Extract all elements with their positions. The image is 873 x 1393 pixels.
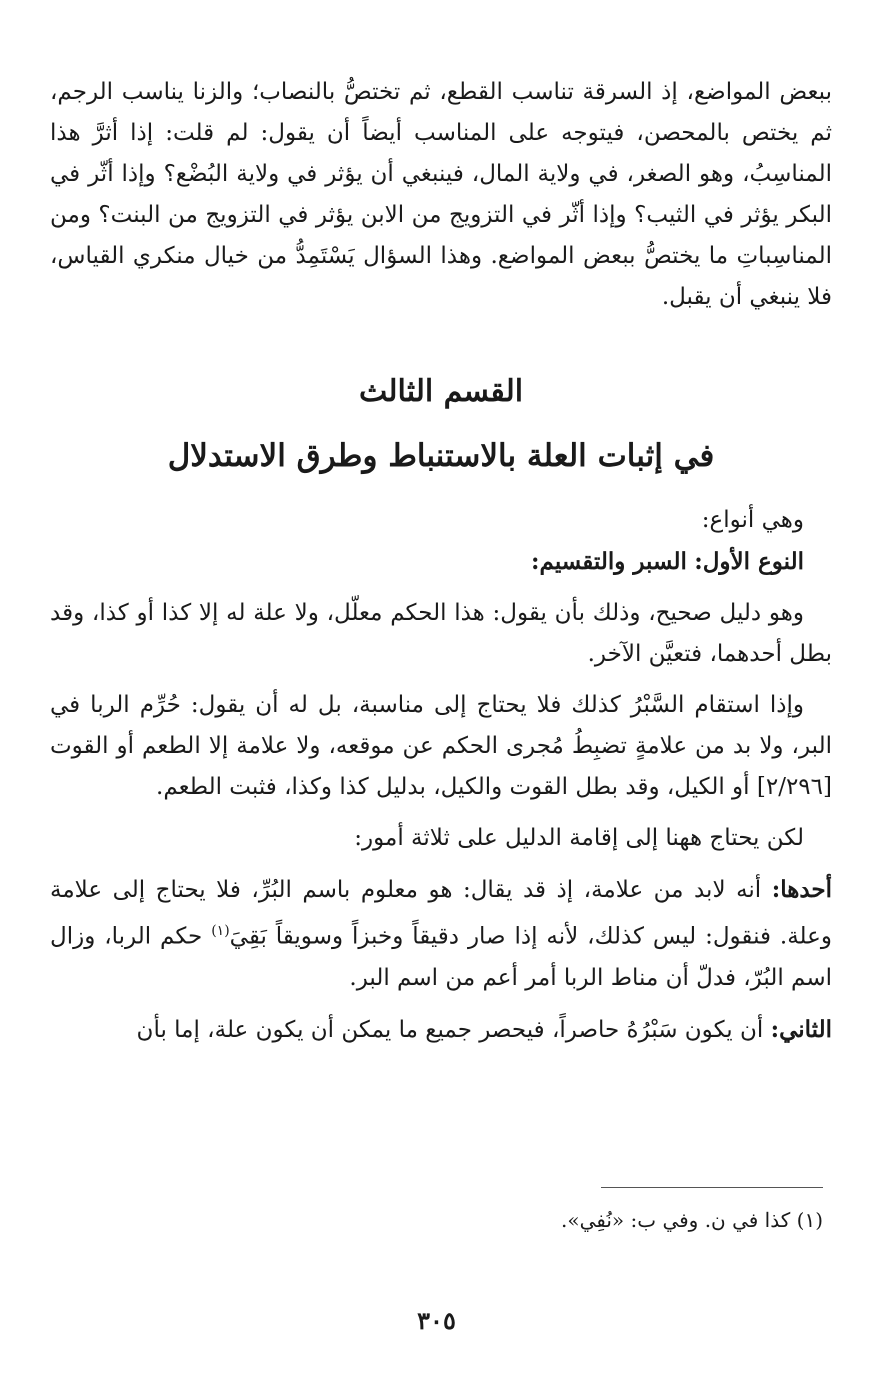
item-two bbox=[50, 1009, 832, 1051]
item-one-text: أنه لابد من علامة، إذ قد يقال: هو معلوم باسم البُرِّ، فلا يحتاج إلى علامة وعلة. فنقول: ليس كذلك، لأنه إذا صار دقيقاً وخبزاً وسويقاً بَقِيَ bbox=[50, 877, 832, 950]
type-one-heading bbox=[50, 541, 832, 583]
item-two-label: الثاني: bbox=[770, 1015, 832, 1043]
footnote-number: (١) bbox=[796, 1208, 823, 1232]
item-two-text: أن يكون سَبْرُهُ حاصراً، فيحصر جميع ما يمكن أن يكون علة، إما بأن bbox=[136, 1016, 764, 1043]
paragraph-continuation: ببعض المواضع، إذ السرقة تناسب القطع، ثم تختصُّ بالنصاب؛ والزنا يناسب الرجم، ثم يختص بالمحصن، فيتوجه على المناسب أيضاً أن يقول: لم قلت: إذا أثرَّ هذا المناسِبُ، وهو الصغر، في ولاية المال، فينبغي أن يؤثر في ولاية البُضْع؟ وإذا أثّر في البكر يؤثر في الثيب؟ وإذا أثّر في التزويج من الابن يؤثر في التزويج من البنت؟ ومن المناسِباتِ ما يختصُّ ببعض المواضع. وهذا السؤال يَسْتَمِدُّ من خيال منكري القياس، فلا ينبغي أن يقبل. bbox=[50, 79, 832, 310]
intro-line: وهي أنواع: bbox=[701, 507, 804, 533]
section-title: القسم الثالث bbox=[358, 374, 524, 409]
footnote bbox=[41, 1206, 823, 1234]
footnote-divider bbox=[601, 1187, 823, 1188]
item-one-text-end: حكم الربا، وزال اسم البُرّ، فدلّ أن مناط الربا أمر أعم من اسم البر. bbox=[50, 923, 832, 991]
paragraph-valid-proof: وهو دليل صحيح، وذلك بأن يقول: هذا الحكم معلّل، ولا علة له إلا كذا أو كذا، وقد بطل أحدهما، فتعيَّن الآخر. bbox=[50, 600, 832, 667]
footnote-reference: (١) bbox=[211, 923, 230, 939]
page-number: ٣٠٥ bbox=[417, 1306, 456, 1335]
item-one bbox=[50, 869, 832, 999]
type-one-title: السبر والتقسيم: bbox=[531, 548, 687, 575]
type-one-label: النوع الأول: bbox=[694, 548, 804, 575]
section-subtitle: في إثبات العلة بالاستنباط وطرق الاستدلال bbox=[167, 438, 715, 474]
page-body bbox=[50, 72, 832, 1051]
item-one-label: أحدها: bbox=[771, 876, 833, 903]
paragraph-sabr: وإذا استقام السَّبْرُ كذلك فلا يحتاج إلى مناسبة، بل له أن يقول: حُرِّم الربا في البر، ولا بد من علامةٍ تضبِطُ مُجرى الحكم عن موقعه، ولا علامة إلا الطعم أو القوت [٢/٢٩٦] أو الكيل، وقد بطل القوت والكيل، بدليل كذا وكذا، فثبت الطعم. bbox=[50, 692, 832, 800]
paragraph-three-matters: لكن يحتاج ههنا إلى إقامة الدليل على ثلاثة أمور: bbox=[354, 825, 804, 851]
footnote-text: كذا في ن. وفي ب: «نُفِي». bbox=[560, 1208, 791, 1232]
